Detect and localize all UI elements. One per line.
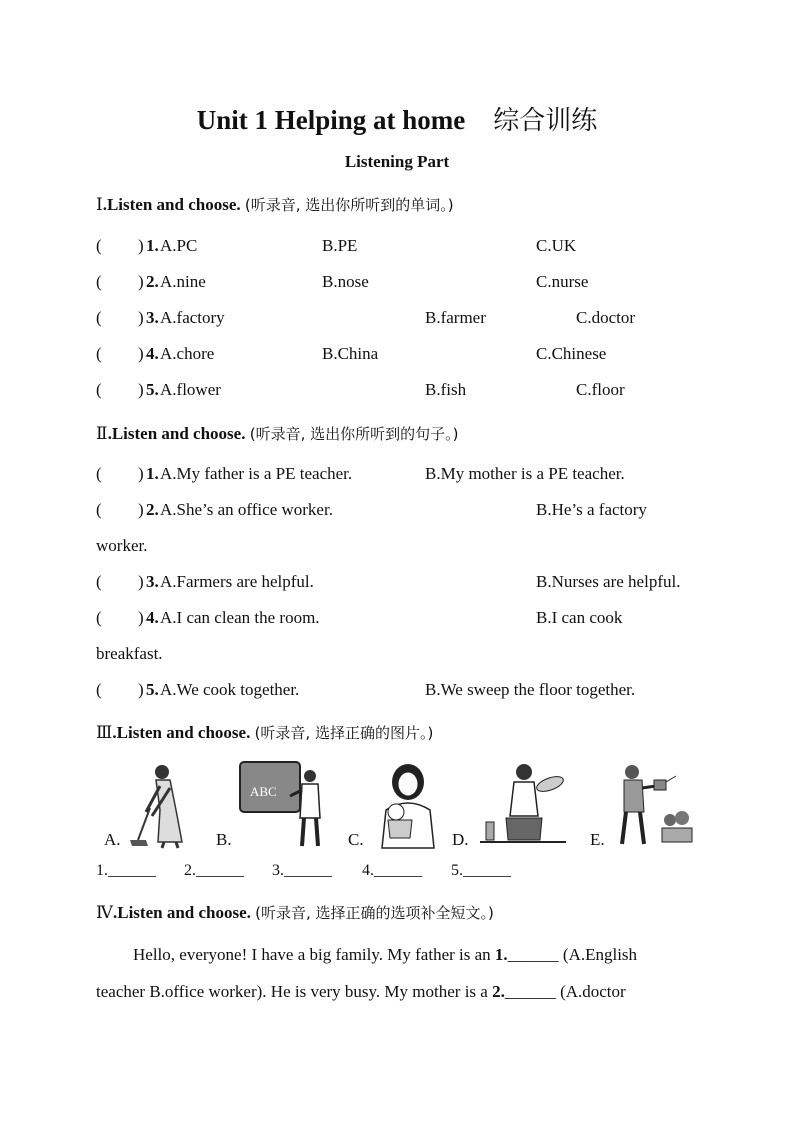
option-a: A.I can clean the room.	[160, 608, 320, 627]
section-number: Ⅰ	[96, 195, 103, 214]
section-instruction-chinese: (听录音, 选出你所听到的单词。)	[244, 196, 454, 214]
passage-line	[96, 936, 696, 973]
answer-paren-close: )	[138, 272, 144, 291]
option-a: A.chore	[160, 344, 215, 363]
answer-paren-open: (	[96, 236, 102, 255]
answer-paren-open: (	[96, 272, 102, 291]
picture-letter: B.	[216, 830, 232, 849]
section-number: Ⅱ	[96, 424, 108, 443]
answer-paren-close: )	[138, 344, 144, 363]
option-a: A.flower	[160, 380, 221, 399]
answer-paren-close: )	[138, 308, 144, 327]
option-b: B.farmer	[425, 308, 486, 327]
section-instruction: .Listen and choose.	[112, 723, 251, 742]
passage-text: ______ (A.English	[507, 945, 638, 964]
option-b-continuation: worker.	[96, 536, 148, 555]
answer-paren-open: (	[96, 680, 102, 699]
answer-blank[interactable]: 3.______	[272, 862, 332, 879]
answer-paren-close: )	[138, 572, 144, 591]
answer-paren-open: (	[96, 608, 102, 627]
section4-heading	[96, 902, 494, 923]
section-instruction-chinese: (听录音, 选出你所听到的句子。)	[249, 425, 459, 443]
title-english: Unit 1 Helping at home	[196, 105, 466, 135]
option-c: C.nurse	[536, 272, 589, 291]
option-a: A.nine	[160, 272, 206, 291]
option-c: C.floor	[576, 380, 625, 399]
question-number: 2.	[146, 272, 159, 291]
question-number: 2.	[146, 500, 159, 519]
answer-paren-close: )	[138, 500, 144, 519]
answer-paren-close: )	[138, 236, 144, 255]
picture-letter: C.	[348, 830, 364, 849]
cloze-passage	[96, 936, 696, 1010]
answer-paren-open: (	[96, 308, 102, 327]
option-a: A.We cook together.	[160, 680, 300, 699]
answer-blank[interactable]: 5.______	[451, 862, 511, 879]
option-b: B.fish	[425, 380, 467, 399]
answer-paren-open: (	[96, 380, 102, 399]
question-number: 4.	[146, 608, 159, 627]
option-b: B.He’s a factory	[536, 500, 647, 519]
answer-blank[interactable]: 1.______	[96, 862, 156, 879]
picture-options	[96, 760, 716, 855]
option-b: B.I can cook	[536, 608, 623, 627]
option-b: B.My mother is a PE teacher.	[425, 464, 625, 483]
answer-paren-open: (	[96, 500, 102, 519]
section-instruction: .Listen and choose.	[107, 424, 246, 443]
answer-paren-close: )	[138, 464, 144, 483]
question-number: 4.	[146, 344, 159, 363]
answer-paren-close: )	[138, 680, 144, 699]
picture-letter: A.	[104, 830, 121, 849]
section-number: Ⅲ	[96, 723, 113, 742]
answer-paren-open: (	[96, 464, 102, 483]
section-instruction: .Listen and choose.	[102, 195, 241, 214]
answer-paren-open: (	[96, 344, 102, 363]
answer-paren-close: )	[138, 608, 144, 627]
title-chinese: 综合训练	[493, 106, 598, 136]
question-number: 1.	[146, 464, 159, 483]
picture-letter: D.	[452, 830, 469, 849]
passage-text: teacher B.office worker). He is very busy. My mother is a	[96, 982, 493, 1001]
option-a: A.factory	[160, 308, 225, 327]
answer-paren-close: )	[138, 380, 144, 399]
picture-letter: E.	[590, 830, 605, 849]
board-text: ABC	[250, 784, 277, 799]
option-b: B.nose	[322, 272, 369, 291]
question-number: 3.	[146, 308, 159, 327]
section-instruction-chinese: (听录音, 选择正确的选项补全短文。)	[255, 904, 494, 922]
option-b: B.Nurses are helpful.	[536, 572, 681, 591]
option-b: B.We sweep the floor together.	[425, 680, 636, 699]
cooking-picture	[480, 760, 570, 850]
option-a: A.She’s an office worker.	[160, 500, 333, 519]
sweeping-floor-picture	[130, 760, 200, 850]
passage-line	[96, 973, 696, 1010]
question-number: 3.	[146, 572, 159, 591]
section-instruction: .Listen and choose.	[112, 903, 251, 922]
answer-blank[interactable]: 4.______	[362, 862, 422, 879]
section2-heading	[96, 423, 458, 444]
question-number: 5.	[146, 680, 159, 699]
section1-heading	[96, 194, 454, 215]
answer-paren-open: (	[96, 572, 102, 591]
passage-text: ______ (A.doctor	[504, 982, 626, 1001]
section-instruction-chinese: (听录音, 选择正确的图片。)	[254, 724, 434, 742]
option-a: A.PC	[160, 236, 198, 255]
page-title	[0, 100, 794, 137]
answer-blank[interactable]: 2.______	[184, 862, 244, 879]
passage-text: Hello, everyone! I have a big family. My father is an	[133, 945, 495, 964]
option-c: C.Chinese	[536, 344, 607, 363]
option-b: B.PE	[322, 236, 358, 255]
option-a: A.My father is a PE teacher.	[160, 464, 353, 483]
blank-number: 2.	[492, 982, 505, 1001]
mother-baby-picture	[372, 760, 447, 850]
option-b-continuation: breakfast.	[96, 644, 163, 663]
question-number: 1.	[146, 236, 159, 255]
section3-heading	[96, 722, 433, 743]
option-b: B.China	[322, 344, 379, 363]
blank-number: 1.	[494, 945, 508, 964]
page-subtitle: Listening Part	[344, 152, 450, 171]
watering-plants-picture	[616, 760, 696, 850]
question-number: 5.	[146, 380, 159, 399]
option-c: C.UK	[536, 236, 577, 255]
option-a: A.Farmers are helpful.	[160, 572, 314, 591]
option-c: C.doctor	[576, 308, 636, 327]
section-number: Ⅳ	[96, 903, 113, 922]
teacher-board-picture	[238, 760, 333, 850]
